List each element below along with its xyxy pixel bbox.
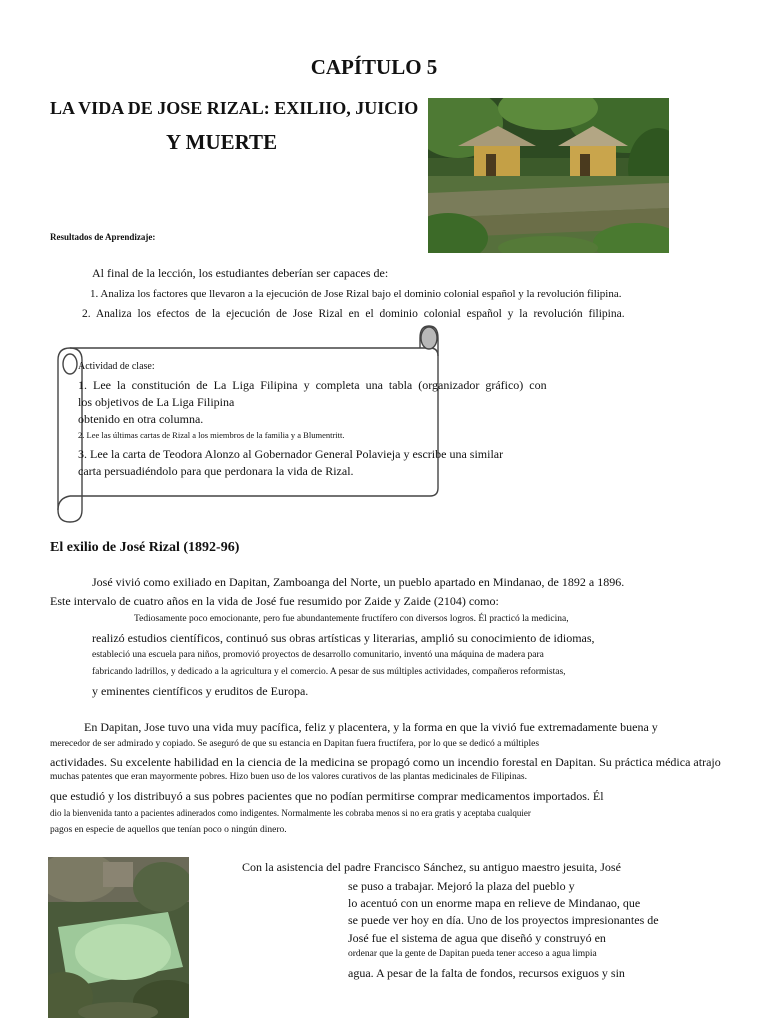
body-line: José vivió como exiliado en Dapitan, Zamboanga del Norte, un pueblo apartado en Mindanao, de 1892 a 1896.	[92, 575, 625, 589]
quote-line: estableció una escuela para niños, promovió proyectos de desarrollo comunitario, inventó una máquina de madera para	[92, 650, 544, 660]
body-line: que estudió y los distribuyó a sus pobres pacientes que no podían permitirse comprar medicamentos importados. Él	[50, 789, 604, 803]
body-line: Con la asistencia del padre Francisco Sánchez, su antiguo maestro jesuita, José	[242, 860, 621, 874]
activity-heading: Actividad de clase:	[78, 361, 155, 372]
quote-line: realizó estudios científicos, continuó sus obras artísticas y literarias, amplió su conocimiento de idiomas,	[92, 631, 595, 645]
page-title-line-1: LA VIDA DE JOSE RIZAL: EXILIIO, JUICIO	[50, 98, 419, 118]
learning-outcomes-intro: Al final de la lección, los estudiantes deberían ser capaces de:	[92, 266, 389, 280]
body-line: Este intervalo de cuatro años en la vida de José fue resumido por Zaide y Zaide (2104) como:	[50, 594, 499, 608]
activity-line: 3. Lee la carta de Teodora Alonzo al Gobernador General Polavieja y escribe una similar	[78, 447, 504, 461]
activity-line: 2. Lee las últimas cartas de Rizal a los miembros de la familia y a Blumentritt.	[78, 430, 345, 440]
activity-line: carta persuadiéndolo para que perdonara la vida de Rizal.	[78, 464, 354, 478]
photo-huts-in-forest	[428, 98, 669, 253]
quote-line: fabricando ladrillos, y dedicado a la agricultura y el comercio. A pesar de sus múltiples actividades, compañeros reformistas,	[92, 667, 566, 677]
body-line: pagos en especie de aquellos que tenían poco o ningún dinero.	[50, 825, 287, 835]
body-line: se puede ver hoy en día. Uno de los proyectos impresionantes de	[348, 913, 659, 927]
body-line: merecedor de ser admirado y copiado. Se aseguró de que su estancia en Dapitan fuera fructífera, por lo que se dedicó a múltiples	[50, 739, 540, 749]
body-line: dio la bienvenida tanto a pacientes adinerados como indigentes. Normalmente les cobraba menos si no era gratis y aceptaba cualquier	[50, 808, 531, 818]
body-line: José fue el sistema de agua que diseñó y construyó en	[348, 931, 606, 945]
photo-huts-illustration	[428, 98, 669, 253]
body-line: se puso a trabajar. Mejoró la plaza del pueblo y	[348, 879, 575, 893]
body-line: ordenar que la gente de Dapitan pueda tener acceso a agua limpia	[348, 949, 597, 959]
section-heading: El exilio de José Rizal (1892-96)	[50, 540, 240, 555]
page-title-line-2: Y MUERTE	[166, 130, 278, 154]
photo-water-system	[48, 857, 189, 1018]
learning-outcome-2: 2. Analiza los efectos de la ejecución de Jose Rizal en el dominio colonial español y la revolución filipina.	[82, 308, 625, 320]
photo-water-illustration	[48, 857, 189, 1018]
body-line: En Dapitan, Jose tuvo una vida muy pacífica, feliz y placentera, y la forma en que la vivió fue extremadamente buena y	[84, 720, 658, 734]
learning-outcomes-heading: Resultados de Aprendizaje:	[50, 232, 156, 242]
activity-line: los objetivos de La Liga Filipina	[78, 395, 235, 409]
activity-line: obtenido en otra columna.	[78, 412, 204, 426]
body-line: actividades. Su excelente habilidad en la ciencia de la medicina se propagó como un incendio forestal en Dapitan. Su práctica médica atrajo	[50, 755, 721, 769]
chapter-title: CAPÍTULO 5	[310, 55, 438, 79]
activity-line: 1. Lee la constitución de La Liga Filipina y completa una tabla (organizador gráfico) con	[78, 378, 547, 392]
body-line: muchas patentes que eran mayormente pobres. Hizo buen uso de los valores curativos de las plantas medicinales de Filipinas.	[50, 772, 527, 782]
body-line: agua. A pesar de la falta de fondos, recursos exiguos y sin	[348, 966, 625, 980]
quote-line: Tediosamente poco emocionante, pero fue abundantemente fructífero con diversos logros. Él practicó la medicina,	[134, 614, 569, 624]
body-line: lo acentuó con un enorme mapa en relieve de Mindanao, que	[348, 896, 641, 910]
quote-line: y eminentes científicos y eruditos de Europa.	[92, 684, 309, 698]
learning-outcome-1: 1. Analiza los factores que llevaron a la ejecución de Jose Rizal bajo el dominio colonial español y la revolución filipina.	[90, 288, 622, 300]
